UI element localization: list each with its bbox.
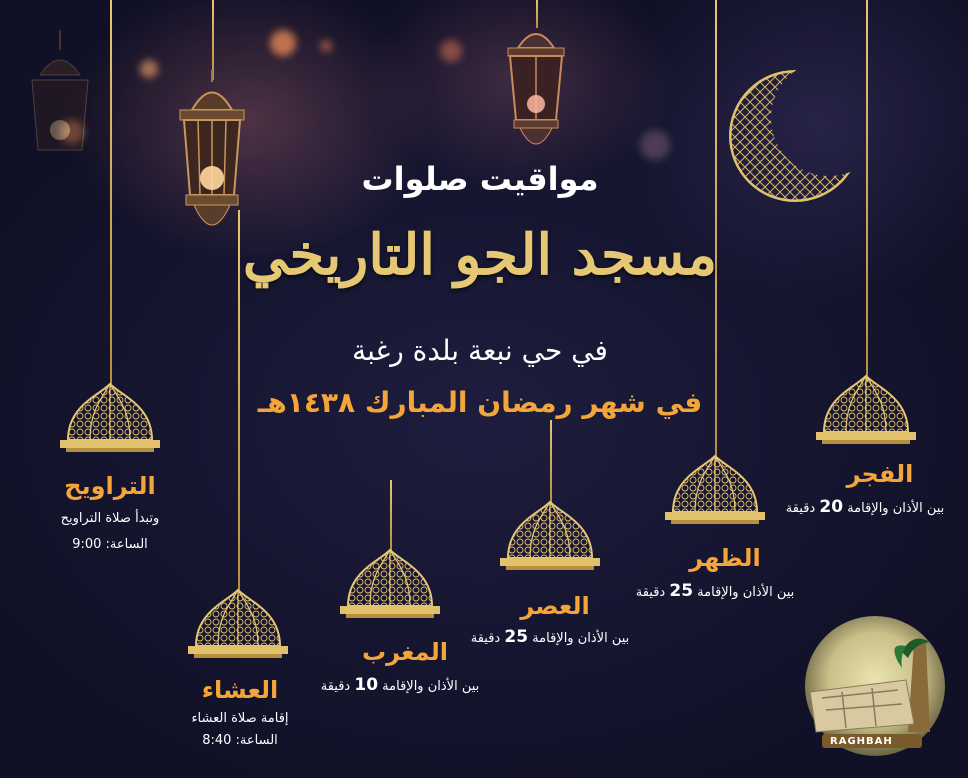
info-prefix: بين الأذان والإقامة (382, 679, 480, 694)
time-label: الساعة: (235, 733, 278, 748)
header-line1: مواقيت صلوات (361, 160, 599, 198)
bokeh-light (440, 40, 462, 62)
info-minutes: 25 (504, 627, 529, 647)
prayer-info (620, 580, 810, 604)
prayer-info (300, 674, 500, 698)
header-line3: في حي نبعة بلدة رغبة (352, 334, 608, 367)
mosque-name: مسجد الجو التاريخي (242, 222, 718, 288)
prayer-dhuhr (620, 544, 810, 604)
dome-string (110, 0, 112, 384)
info-unit: دقيقة (635, 585, 666, 600)
time-value: 8:40 (202, 733, 232, 748)
raghbah-logo (802, 612, 948, 760)
prayer-info-line1: إقامة صلاة العشاء (191, 711, 289, 726)
dome-ornament-icon (340, 546, 440, 624)
prayer-name: الظهر (689, 544, 761, 572)
prayer-isha (170, 676, 310, 752)
prayer-time (170, 730, 310, 752)
prayer-name: العصر (520, 592, 590, 620)
info-minutes: 25 (669, 581, 694, 601)
info-unit: دقيقة (470, 631, 501, 646)
dome-ornament-icon (816, 372, 916, 450)
lantern-icon (500, 20, 572, 160)
dome-string (866, 0, 868, 382)
dome-ornament-icon (188, 586, 288, 664)
lantern-string (212, 0, 214, 80)
prayer-maghrib (300, 638, 500, 698)
prayer-name: المغرب (362, 638, 448, 666)
dome-ornament-icon (665, 452, 765, 530)
prayer-time (30, 534, 190, 556)
logo-text: RAGHBAH (830, 736, 893, 747)
dome-string (390, 480, 392, 552)
bokeh-light (270, 30, 296, 56)
info-prefix: بين الأذان والإقامة (532, 631, 630, 646)
bokeh-light (320, 40, 332, 52)
lantern-icon (20, 30, 100, 180)
lantern-icon (172, 70, 252, 245)
time-value: 9:00 (72, 537, 102, 552)
prayer-name: التراويح (64, 472, 156, 500)
prayer-name: العشاء (201, 676, 279, 704)
prayer-info-line1: وتبدأ صلاة التراويح (60, 511, 160, 526)
info-minutes: 10 (354, 675, 379, 695)
info-unit: دقيقة (320, 679, 351, 694)
dome-ornament-icon (60, 380, 160, 458)
dome-string (550, 420, 552, 504)
prayer-name: الفجر (846, 460, 914, 488)
info-prefix: بين الأذان والإقامة (847, 501, 945, 516)
prayer-fajr (770, 460, 960, 520)
header-line4: في شهر رمضان المبارك ١٤٣٨هـ (257, 386, 703, 419)
dome-ornament-icon (500, 498, 600, 576)
prayer-taraweeh (30, 472, 190, 556)
time-label: الساعة: (105, 537, 148, 552)
bokeh-light (640, 130, 670, 160)
prayer-info (770, 496, 960, 520)
info-minutes: 20 (819, 497, 844, 517)
bokeh-light (140, 60, 158, 78)
info-prefix: بين الأذان والإقامة (697, 585, 795, 600)
info-unit: دقيقة (785, 501, 816, 516)
